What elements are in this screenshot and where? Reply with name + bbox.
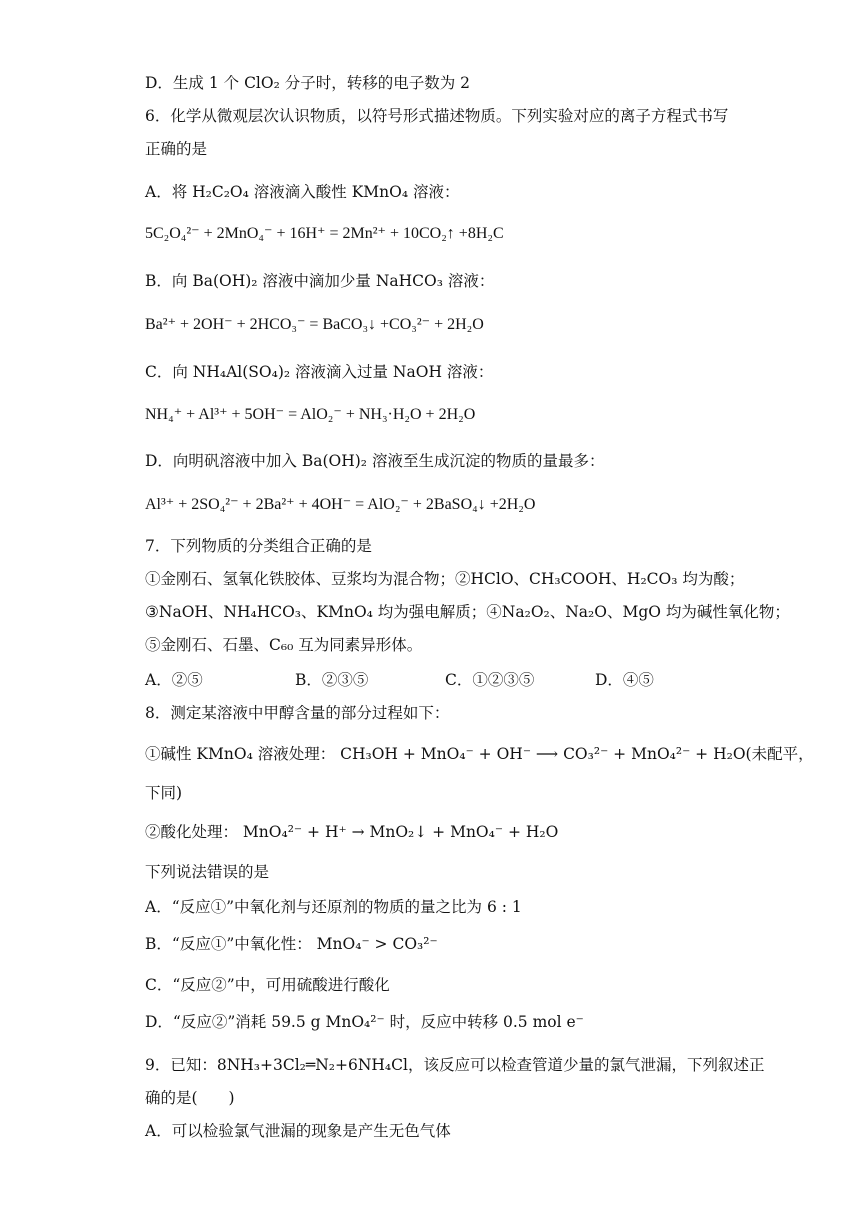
q8-option-c: C．“反应②”中，可用硫酸进行酸化 <box>145 976 390 994</box>
q7-statement-1: ①金刚石、氢氧化铁胶体、豆浆均为混合物；②HClO、CH₃COOH、H₂CO₃ 均为酸； <box>145 570 745 588</box>
q7-stem: 7．下列物质的分类组合正确的是 <box>145 537 372 555</box>
q6-option-c: C．向 NH₄Al(SO₄)₂ 溶液滴入过量 NaOH 溶液： <box>145 363 494 381</box>
q6-option-b-equation: Ba²⁺ + 2OH⁻ + 2HCO₃⁻ = BaCO₃↓ +CO₃²⁻ + 2H₂O <box>145 316 484 333</box>
q6-stem-line-2: 正确的是 <box>145 140 208 158</box>
q8-step-1-continued: 下同) <box>145 784 183 802</box>
q8-question: 下列说法错误的是 <box>145 863 270 881</box>
q7-option-b: B．②③⑤ <box>295 671 369 689</box>
q5-option-d: D．生成 1 个 ClO₂ 分子时，转移的电子数为 2 <box>145 74 471 92</box>
q6-option-a: A．将 H₂C₂O₄ 溶液滴入酸性 KMnO₄ 溶液： <box>145 183 460 201</box>
q8-option-a: A．“反应①”中氧化剂与还原剂的物质的量之比为 6 : 1 <box>145 898 522 916</box>
q7-options <box>145 668 745 692</box>
q8-step-2: ②酸化处理： MnO₄²⁻ + H⁺ → MnO₂↓ + MnO₄⁻ + H₂O <box>145 823 559 841</box>
q8-option-d: D．“反应②”消耗 59.5 g MnO₄²⁻ 时，反应中转移 0.5 mol e⁻ <box>145 1013 584 1031</box>
q9-stem-line-2: 确的是( ) <box>145 1089 235 1107</box>
q9-option-a: A．可以检验氯气泄漏的现象是产生无色气体 <box>145 1122 451 1140</box>
q7-option-c: C．①②③⑤ <box>445 671 535 689</box>
q7-option-d: D．④⑤ <box>595 671 654 689</box>
q8-option-b: B．“反应①”中氧化性： MnO₄⁻ > CO₃²⁻ <box>145 935 438 953</box>
q6-option-d: D．向明矾溶液中加入 Ba(OH)₂ 溶液至生成沉淀的物质的量最多： <box>145 452 605 470</box>
q9-stem-line-1: 9．已知：8NH₃+3Cl₂═N₂+6NH₄Cl，该反应可以检查管道少量的氯气泄漏，下列叙述正 <box>145 1056 765 1074</box>
q6-option-a-equation: 5C₂O₄²⁻ + 2MnO₄⁻ + 16H⁺ = 2Mn²⁺ + 10CO₂↑ +8H₂C <box>145 225 504 242</box>
q7-option-a: A．②⑤ <box>145 671 203 689</box>
q8-stem: 8．测定某溶液中甲醇含量的部分过程如下： <box>145 704 450 722</box>
q8-step-1: ①碱性 KMnO₄ 溶液处理： CH₃OH + MnO₄⁻ + OH⁻ ⟶ CO₃²⁻ + MnO₄²⁻ + H₂O(未配平， <box>145 745 814 763</box>
q6-option-d-equation: Al³⁺ + 2SO₄²⁻ + 2Ba²⁺ + 4OH⁻ = AlO₂⁻ + 2BaSO₄↓ +2H₂O <box>145 496 536 513</box>
q7-statement-2: ③NaOH、NH₄HCO₃、KMnO₄ 均为强电解质；④Na₂O₂、Na₂O、MgO 均为碱性氧化物； <box>145 603 790 621</box>
q6-option-c-equation: NH₄⁺ + Al³⁺ + 5OH⁻ = AlO₂⁻ + NH₃·H₂O + 2H₂O <box>145 406 476 423</box>
q6-stem-line-1: 6．化学从微观层次认识物质，以符号形式描述物质。下列实验对应的离子方程式书写 <box>145 107 729 125</box>
q6-option-b: B．向 Ba(OH)₂ 溶液中滴加少量 NaHCO₃ 溶液： <box>145 272 495 290</box>
q7-statement-3: ⑤金刚石、石墨、C₆₀ 互为同素异形体。 <box>145 636 423 654</box>
